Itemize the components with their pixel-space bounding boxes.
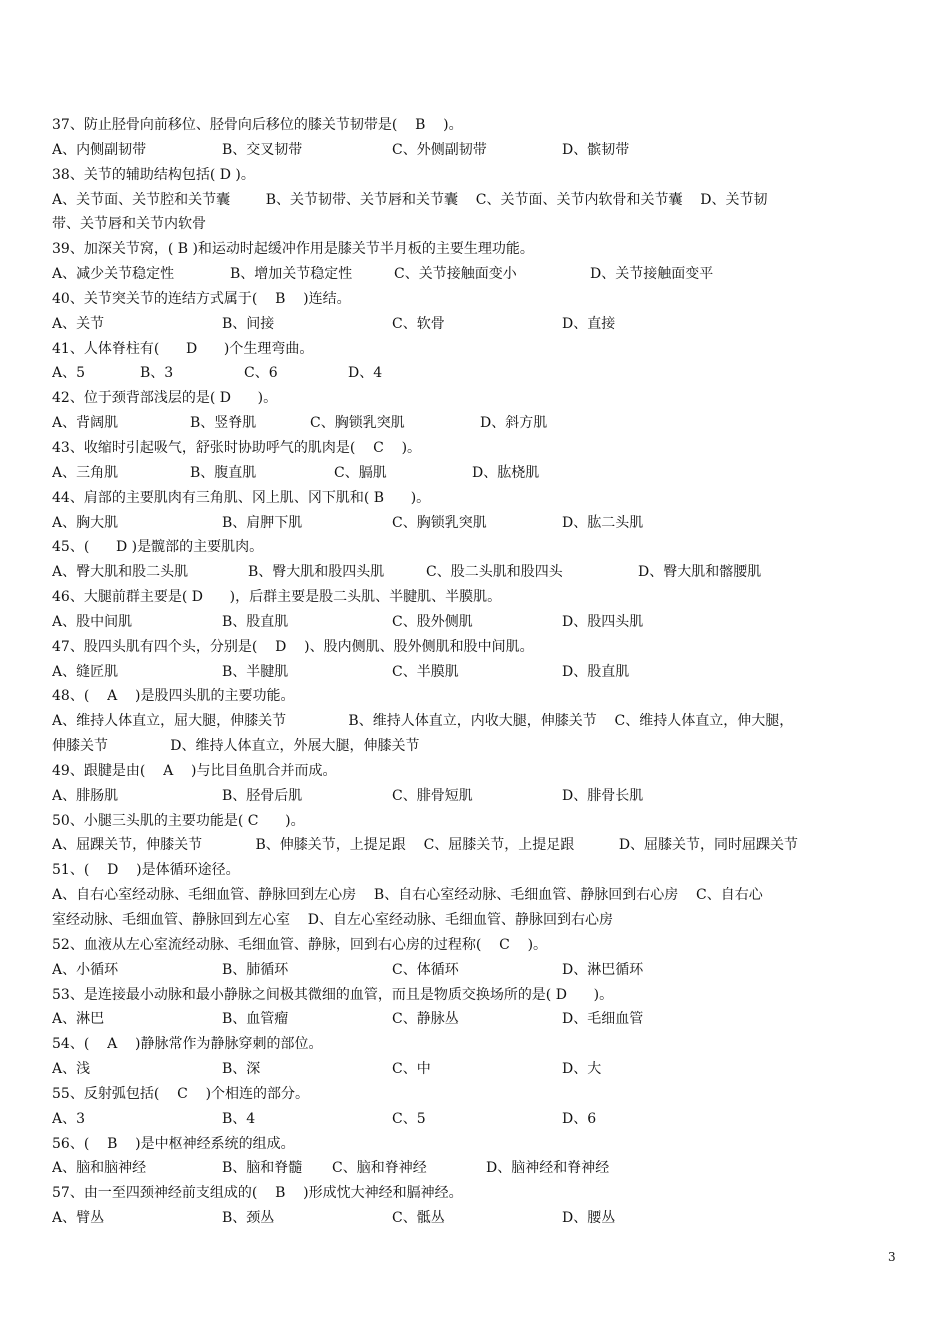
answer-option: B、颈丛 — [222, 1210, 275, 1227]
answer-option: A、臀大肌和股二头肌 — [52, 564, 189, 581]
text-line: 48、( A )是股四头肌的主要功能。 — [52, 688, 295, 705]
answer-option: C、6 — [244, 365, 278, 382]
answer-option: D、股四头肌 — [562, 613, 644, 630]
answer-option: B、半腱肌 — [222, 663, 289, 680]
answer-option: A、内侧副韧带 — [52, 141, 147, 158]
text-line — [52, 411, 898, 436]
text-line — [52, 1007, 898, 1032]
text-line — [52, 262, 898, 287]
answer-option: C、5 — [392, 1110, 426, 1127]
answer-option: B、增加关节稳定性 — [230, 266, 353, 283]
answer-option: C、关节接触面变小 — [394, 266, 517, 283]
answer-option: C、静脉丛 — [392, 1011, 459, 1028]
text-line — [52, 784, 898, 809]
answer-option: A、5 — [52, 365, 86, 382]
answer-option: B、间接 — [222, 315, 275, 332]
answer-option: D、肱二头肌 — [562, 514, 644, 531]
text-line: A、自右心室经动脉、毛细血管、静脉回到左心房 B、自右心室经动脉、毛细血管、静脉回到右心房 C、自右心 — [52, 887, 763, 904]
text-line: 51、( D )是体循环途径。 — [52, 862, 240, 879]
answer-option: C、骶丛 — [392, 1210, 445, 1227]
answer-option: C、体循环 — [392, 961, 459, 978]
answer-option: B、腹直肌 — [190, 464, 257, 481]
answer-option: D、髌韧带 — [562, 141, 630, 158]
text-line — [52, 1107, 898, 1132]
answer-option: B、血管瘤 — [222, 1011, 289, 1028]
text-line — [52, 1057, 898, 1082]
answer-option: D、关节接触面变平 — [590, 266, 714, 283]
text-line: 57、由一至四颈神经前支组成的( B )形成忱大神经和膈神经。 — [52, 1185, 463, 1202]
answer-option: C、股外侧肌 — [392, 613, 473, 630]
answer-option: A、浅 — [52, 1061, 91, 1078]
text-line: 38、关节的辅助结构包括( D )。 — [52, 166, 255, 183]
answer-option: D、淋巴循环 — [562, 961, 644, 978]
text-line — [52, 1206, 898, 1231]
text-line: 55、反射弧包括( C )个相连的部分。 — [52, 1085, 310, 1102]
text-line — [52, 610, 898, 635]
answer-option: D、肱桡肌 — [472, 464, 540, 481]
answer-option: D、臀大肌和髂腰肌 — [638, 564, 762, 581]
answer-option: A、胸大肌 — [52, 514, 119, 531]
answer-option: B、深 — [222, 1061, 261, 1078]
answer-option: B、竖脊肌 — [190, 415, 257, 432]
answer-option: A、腓肠肌 — [52, 787, 119, 804]
text-line: 47、股四头肌有四个头，分别是( D )、股内侧肌、股外侧肌和股中间肌。 — [52, 638, 534, 655]
answer-option: C、胸锁乳突肌 — [392, 514, 487, 531]
text-line: 56、( B )是中枢神经系统的组成。 — [52, 1135, 295, 1152]
text-line — [52, 1156, 898, 1181]
text-line: 49、跟腱是由( A )与比目鱼肌合并而成。 — [52, 762, 337, 779]
answer-option: B、肩胛下肌 — [222, 514, 303, 531]
text-line: 40、关节突关节的连结方式属于( B )连结。 — [52, 290, 351, 307]
text-line — [52, 312, 898, 337]
text-line — [52, 361, 898, 386]
answer-option: B、脑和脊髓 — [222, 1160, 303, 1177]
answer-option: D、6 — [562, 1110, 597, 1127]
text-line: A、维持人体直立，屈大腿，伸膝关节 B、维持人体直立，内收大腿，伸膝关节 C、维持人体直立，伸大腿， — [52, 713, 794, 730]
answer-option: D、毛细血管 — [562, 1011, 644, 1028]
answer-option: C、软骨 — [392, 315, 445, 332]
text-line: 39、加深关节窝，( B )和运动时起缓冲作用是膝关节半月板的主要生理功能。 — [52, 241, 534, 258]
answer-option: A、臂丛 — [52, 1210, 105, 1227]
answer-option: C、半膜肌 — [392, 663, 459, 680]
text-line: A、关节面、关节腔和关节囊 B、关节韧带、关节唇和关节囊 C、关节面、关节内软骨和关节囊 D、关节韧 — [52, 191, 768, 208]
text-line: 41、人体脊柱有( D )个生理弯曲。 — [52, 340, 314, 357]
text-line: 37、防止胫骨向前移位、胫骨向后移位的膝关节韧带是( B )。 — [52, 117, 463, 133]
answer-option: B、3 — [140, 365, 174, 382]
answer-option: C、胸锁乳突肌 — [310, 415, 405, 432]
text-line: 52、血液从左心室流经动脉、毛细血管、静脉，回到右心房的过程称( C )。 — [52, 936, 548, 953]
answer-option: A、关节 — [52, 315, 105, 332]
answer-option: C、外侧副韧带 — [392, 141, 487, 158]
answer-option: D、脑神经和脊神经 — [486, 1160, 610, 1177]
answer-option: D、4 — [348, 365, 383, 382]
text-line — [52, 660, 898, 685]
text-line: 46、大腿前群主要是( D )，后群主要是股二头肌、半腱肌、半膜肌。 — [52, 589, 502, 606]
answer-option: A、背阔肌 — [52, 415, 119, 432]
text-line: A、屈踝关节，伸膝关节 B、伸膝关节，上提足跟 C、屈膝关节，上提足跟 D、屈膝关节，同时屈踝关节 — [52, 837, 799, 854]
text-line — [52, 958, 898, 983]
text-line: 43、收缩时引起吸气，舒张时协助呼气的肌肉是( C )。 — [52, 439, 422, 456]
answer-option: C、腓骨短肌 — [392, 787, 473, 804]
text-line — [52, 560, 898, 585]
text-line: 45、( D )是髋部的主要肌肉。 — [52, 539, 264, 556]
answer-option: D、腓骨长肌 — [562, 787, 644, 804]
answer-option: D、股直肌 — [562, 663, 630, 680]
answer-option: A、脑和脑神经 — [52, 1160, 147, 1177]
answer-option: A、股中间肌 — [52, 613, 133, 630]
answer-option: C、股二头肌和股四头 — [426, 564, 563, 581]
text-line: 室经动脉、毛细血管、静脉回到左心室 D、自左心室经动脉、毛细血管、静脉回到右心房 — [52, 912, 614, 928]
text-line — [52, 461, 898, 486]
answer-option: C、脑和脊神经 — [332, 1160, 427, 1177]
text-line: 44、肩部的主要肌肉有三角肌、冈上肌、冈下肌和( B )。 — [52, 489, 431, 506]
answer-option: D、斜方肌 — [480, 415, 548, 432]
answer-option: D、腰丛 — [562, 1210, 616, 1227]
answer-option: B、股直肌 — [222, 613, 289, 630]
answer-option: A、减少关节稳定性 — [52, 266, 175, 283]
text-line: 50、小腿三头肌的主要功能是( C )。 — [52, 812, 305, 829]
text-line: 53、是连接最小动脉和最小静脉之间极其微细的血管，而且是物质交换场所的是( D )。 — [52, 986, 614, 1003]
answer-option: B、交叉韧带 — [222, 141, 303, 158]
document-body — [52, 113, 898, 1231]
answer-option: A、缝匠肌 — [52, 663, 119, 680]
answer-option: B、肺循环 — [222, 961, 289, 978]
answer-option: A、淋巴 — [52, 1011, 105, 1028]
answer-option: D、直接 — [562, 315, 616, 332]
answer-option: B、4 — [222, 1110, 256, 1127]
answer-option: A、3 — [52, 1110, 86, 1127]
answer-option: A、三角肌 — [52, 464, 119, 481]
text-line — [52, 138, 898, 163]
text-line: 42、位于颈背部浅层的是( D )。 — [52, 390, 278, 407]
text-line: 54、( A )静脉常作为静脉穿刺的部位。 — [52, 1036, 323, 1053]
answer-option: B、臀大肌和股四头肌 — [248, 564, 385, 581]
page-number: 3 — [888, 1250, 896, 1264]
answer-option: B、胫骨后肌 — [222, 787, 303, 804]
answer-option: C、膈肌 — [334, 464, 387, 481]
answer-option: A、小循环 — [52, 961, 119, 978]
text-line — [52, 511, 898, 536]
answer-option: C、中 — [392, 1061, 431, 1078]
text-line: 伸膝关节 D、维持人体直立，外展大腿，伸膝关节 — [52, 738, 420, 755]
answer-option: D、大 — [562, 1061, 602, 1078]
text-line: 带、关节唇和关节内软骨 — [52, 216, 206, 233]
